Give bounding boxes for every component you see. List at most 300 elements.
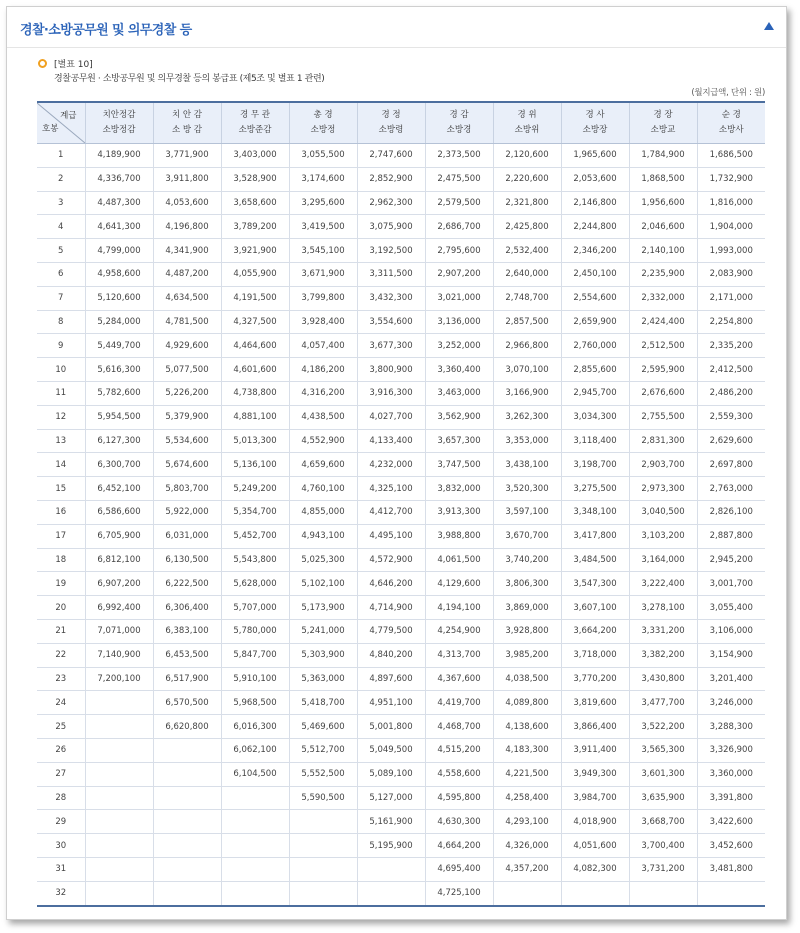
- salary-cell: 4,232,000: [357, 453, 425, 477]
- collapse-toggle-icon[interactable]: [764, 22, 774, 30]
- step-cell: 27: [37, 762, 85, 786]
- salary-cell: 3,438,100: [493, 453, 561, 477]
- salary-cell: 2,412,500: [697, 358, 765, 382]
- table-row: [37, 144, 765, 168]
- salary-cell: 5,284,000: [85, 310, 153, 334]
- salary-cell: 2,595,900: [629, 358, 697, 382]
- salary-cell: 3,547,300: [561, 572, 629, 596]
- fire-rank-label: 소방령: [378, 125, 404, 135]
- salary-cell: 5,543,800: [221, 548, 289, 572]
- salary-cell: 3,360,000: [697, 762, 765, 786]
- step-cell: 12: [37, 405, 85, 429]
- salary-cell: 4,840,200: [357, 643, 425, 667]
- salary-cell: 4,558,600: [425, 762, 493, 786]
- salary-cell: 3,417,800: [561, 524, 629, 548]
- salary-cell: 2,755,500: [629, 405, 697, 429]
- salary-cell: 4,695,400: [425, 857, 493, 881]
- corner-header: [37, 102, 85, 144]
- salary-cell: 5,379,900: [153, 405, 221, 429]
- salary-cell: 2,579,500: [425, 191, 493, 215]
- salary-cell: 3,252,000: [425, 334, 493, 358]
- salary-cell: 7,071,000: [85, 619, 153, 643]
- salary-cell: 3,913,300: [425, 500, 493, 524]
- salary-cell: 2,321,800: [493, 191, 561, 215]
- table-row: [37, 500, 765, 524]
- salary-cell: 6,992,400: [85, 596, 153, 620]
- salary-cell: 3,771,900: [153, 144, 221, 168]
- salary-cell: 4,189,900: [85, 144, 153, 168]
- salary-cell: 3,988,800: [425, 524, 493, 548]
- salary-cell: 4,781,500: [153, 310, 221, 334]
- salary-cell: [85, 691, 153, 715]
- salary-cell: [357, 857, 425, 881]
- salary-cell: [221, 857, 289, 881]
- table-row: [37, 691, 765, 715]
- salary-cell: 2,855,600: [561, 358, 629, 382]
- fire-rank-label: 소방준감: [238, 125, 272, 135]
- salary-cell: 5,910,100: [221, 667, 289, 691]
- salary-cell: 3,789,200: [221, 215, 289, 239]
- salary-cell: 3,106,000: [697, 619, 765, 643]
- salary-cell: 3,360,400: [425, 358, 493, 382]
- salary-cell: 5,363,000: [289, 667, 357, 691]
- salary-cell: 1,993,000: [697, 239, 765, 263]
- salary-cell: 4,929,600: [153, 334, 221, 358]
- salary-cell: 1,816,000: [697, 191, 765, 215]
- step-cell: 1: [37, 144, 85, 168]
- salary-cell: 4,881,100: [221, 405, 289, 429]
- salary-cell: 6,453,500: [153, 643, 221, 667]
- step-cell: 30: [37, 834, 85, 858]
- section-title: 경찰·소방공무원 및 의무경찰 등: [20, 23, 192, 38]
- salary-cell: 5,674,600: [153, 453, 221, 477]
- salary-cell: [85, 715, 153, 739]
- police-rank-label: 경 위: [517, 110, 537, 120]
- table-row: [37, 215, 765, 239]
- table-row: [37, 834, 765, 858]
- step-cell: 29: [37, 810, 85, 834]
- salary-cell: 2,973,300: [629, 477, 697, 501]
- step-cell: 18: [37, 548, 85, 572]
- salary-cell: [493, 881, 561, 905]
- salary-cell: 3,565,300: [629, 738, 697, 762]
- salary-cell: 2,220,600: [493, 167, 561, 191]
- step-cell: 28: [37, 786, 85, 810]
- salary-cell: 5,249,200: [221, 477, 289, 501]
- fire-rank-label: 소 방 감: [171, 125, 203, 135]
- police-rank-label: 치안정감: [102, 110, 136, 120]
- salary-cell: 4,196,800: [153, 215, 221, 239]
- salary-cell: 2,659,900: [561, 310, 629, 334]
- salary-cell: 4,487,300: [85, 191, 153, 215]
- salary-cell: 3,164,000: [629, 548, 697, 572]
- fire-rank-label: 소방장: [582, 125, 608, 135]
- salary-cell: 5,782,600: [85, 381, 153, 405]
- salary-cell: 3,481,800: [697, 857, 765, 881]
- salary-table: [37, 101, 765, 907]
- salary-cell: 3,869,000: [493, 596, 561, 620]
- salary-cell: 5,089,100: [357, 762, 425, 786]
- content-area: [37, 57, 765, 907]
- salary-cell: 2,244,800: [561, 215, 629, 239]
- salary-cell: 5,418,700: [289, 691, 357, 715]
- salary-cell: 5,013,300: [221, 429, 289, 453]
- column-header: [153, 102, 221, 144]
- salary-cell: 3,677,300: [357, 334, 425, 358]
- column-header: [85, 102, 153, 144]
- salary-cell: 2,697,800: [697, 453, 765, 477]
- table-row: [37, 857, 765, 881]
- salary-cell: 3,911,400: [561, 738, 629, 762]
- table-subtitle: 경찰공무원 · 소방공무원 및 의무경찰 등의 봉급표 (제5조 및 별표 1 관련): [54, 74, 325, 84]
- salary-cell: 5,077,500: [153, 358, 221, 382]
- salary-cell: 2,475,500: [425, 167, 493, 191]
- step-cell: 31: [37, 857, 85, 881]
- table-row: [37, 572, 765, 596]
- column-header: [561, 102, 629, 144]
- salary-cell: 2,852,900: [357, 167, 425, 191]
- table-body: [37, 144, 765, 906]
- salary-cell: 2,747,600: [357, 144, 425, 168]
- salary-cell: 2,887,800: [697, 524, 765, 548]
- salary-cell: 3,391,800: [697, 786, 765, 810]
- salary-cell: 4,634,500: [153, 286, 221, 310]
- salary-cell: [85, 810, 153, 834]
- salary-cell: 5,001,800: [357, 715, 425, 739]
- salary-cell: [153, 762, 221, 786]
- salary-cell: 2,795,600: [425, 239, 493, 263]
- salary-cell: [289, 810, 357, 834]
- table-row: [37, 358, 765, 382]
- salary-cell: 6,620,800: [153, 715, 221, 739]
- section-header[interactable]: [7, 7, 786, 48]
- salary-cell: 2,512,500: [629, 334, 697, 358]
- salary-cell: 3,832,000: [425, 477, 493, 501]
- salary-cell: 1,868,500: [629, 167, 697, 191]
- step-cell: 3: [37, 191, 85, 215]
- salary-cell: 5,173,900: [289, 596, 357, 620]
- salary-cell: 5,922,000: [153, 500, 221, 524]
- salary-cell: 2,332,000: [629, 286, 697, 310]
- salary-cell: 3,520,300: [493, 477, 561, 501]
- salary-cell: 4,487,200: [153, 262, 221, 286]
- salary-cell: 1,956,600: [629, 191, 697, 215]
- salary-cell: 4,138,600: [493, 715, 561, 739]
- salary-cell: 3,070,100: [493, 358, 561, 382]
- salary-cell: 1,965,600: [561, 144, 629, 168]
- salary-cell: 4,464,600: [221, 334, 289, 358]
- salary-cell: 3,166,900: [493, 381, 561, 405]
- step-cell: 24: [37, 691, 85, 715]
- salary-cell: 3,928,400: [289, 310, 357, 334]
- step-cell: 25: [37, 715, 85, 739]
- salary-cell: 2,945,200: [697, 548, 765, 572]
- salary-cell: 2,425,800: [493, 215, 561, 239]
- salary-cell: 2,450,100: [561, 262, 629, 286]
- salary-cell: 4,855,000: [289, 500, 357, 524]
- salary-cell: 3,021,000: [425, 286, 493, 310]
- salary-cell: 4,327,500: [221, 310, 289, 334]
- police-rank-label: 경 장: [653, 110, 673, 120]
- salary-cell: 3,222,400: [629, 572, 697, 596]
- salary-cell: 4,129,600: [425, 572, 493, 596]
- fire-rank-label: 소방정감: [102, 125, 136, 135]
- salary-cell: 5,120,600: [85, 286, 153, 310]
- salary-cell: 3,635,900: [629, 786, 697, 810]
- salary-cell: 3,916,300: [357, 381, 425, 405]
- police-rank-label: 경 사: [585, 110, 605, 120]
- salary-cell: 7,140,900: [85, 643, 153, 667]
- salary-cell: 3,288,300: [697, 715, 765, 739]
- salary-cell: 2,254,800: [697, 310, 765, 334]
- salary-cell: 3,985,200: [493, 643, 561, 667]
- salary-cell: 5,195,900: [357, 834, 425, 858]
- salary-cell: 2,857,500: [493, 310, 561, 334]
- salary-cell: 2,146,800: [561, 191, 629, 215]
- police-rank-label: 경 정: [381, 110, 401, 120]
- salary-cell: 4,325,100: [357, 477, 425, 501]
- salary-cell: 4,641,300: [85, 215, 153, 239]
- table-row: [37, 881, 765, 905]
- caption-row: [37, 57, 765, 71]
- salary-cell: 4,313,700: [425, 643, 493, 667]
- salary-cell: 3,275,500: [561, 477, 629, 501]
- salary-cell: 3,103,200: [629, 524, 697, 548]
- salary-cell: 5,241,000: [289, 619, 357, 643]
- salary-cell: 3,658,600: [221, 191, 289, 215]
- salary-cell: 3,201,400: [697, 667, 765, 691]
- salary-cell: 4,254,900: [425, 619, 493, 643]
- salary-cell: 2,171,000: [697, 286, 765, 310]
- salary-cell: [153, 810, 221, 834]
- salary-cell: 4,341,900: [153, 239, 221, 263]
- salary-cell: 4,552,900: [289, 429, 357, 453]
- salary-cell: 4,595,800: [425, 786, 493, 810]
- salary-cell: 3,554,600: [357, 310, 425, 334]
- salary-cell: 5,616,300: [85, 358, 153, 382]
- appendix-label: [별표 10]: [54, 60, 93, 70]
- salary-cell: [289, 834, 357, 858]
- step-cell: 6: [37, 262, 85, 286]
- salary-cell: 5,127,000: [357, 786, 425, 810]
- column-header: [357, 102, 425, 144]
- salary-cell: 4,958,600: [85, 262, 153, 286]
- salary-cell: 3,484,500: [561, 548, 629, 572]
- salary-cell: 3,295,600: [289, 191, 357, 215]
- salary-cell: [85, 762, 153, 786]
- step-cell: 4: [37, 215, 85, 239]
- salary-cell: 5,303,900: [289, 643, 357, 667]
- salary-cell: 3,731,200: [629, 857, 697, 881]
- salary-cell: 3,671,900: [289, 262, 357, 286]
- column-header: [697, 102, 765, 144]
- column-header: [425, 102, 493, 144]
- salary-cell: 3,601,300: [629, 762, 697, 786]
- salary-cell: 2,686,700: [425, 215, 493, 239]
- salary-cell: 2,346,200: [561, 239, 629, 263]
- table-row: [37, 381, 765, 405]
- salary-cell: 3,034,300: [561, 405, 629, 429]
- salary-cell: 3,040,500: [629, 500, 697, 524]
- salary-cell: 3,198,700: [561, 453, 629, 477]
- salary-cell: 2,945,700: [561, 381, 629, 405]
- salary-cell: 2,748,700: [493, 286, 561, 310]
- salary-cell: 5,161,900: [357, 810, 425, 834]
- salary-cell: 3,262,300: [493, 405, 561, 429]
- salary-cell: 3,353,000: [493, 429, 561, 453]
- step-cell: 19: [37, 572, 85, 596]
- step-cell: 7: [37, 286, 85, 310]
- step-cell: 32: [37, 881, 85, 905]
- salary-cell: 4,018,900: [561, 810, 629, 834]
- salary-cell: 6,570,500: [153, 691, 221, 715]
- police-rank-label: 총 경: [313, 110, 333, 120]
- salary-cell: 2,335,200: [697, 334, 765, 358]
- salary-cell: 3,800,900: [357, 358, 425, 382]
- salary-cell: 5,226,200: [153, 381, 221, 405]
- salary-cell: [153, 881, 221, 905]
- salary-cell: 4,051,600: [561, 834, 629, 858]
- salary-cell: 5,954,500: [85, 405, 153, 429]
- salary-cell: 3,740,200: [493, 548, 561, 572]
- salary-cell: 4,951,100: [357, 691, 425, 715]
- salary-cell: 2,763,000: [697, 477, 765, 501]
- salary-cell: 2,486,200: [697, 381, 765, 405]
- salary-cell: 3,419,500: [289, 215, 357, 239]
- salary-cell: 1,784,900: [629, 144, 697, 168]
- salary-cell: [153, 857, 221, 881]
- salary-cell: 4,061,500: [425, 548, 493, 572]
- salary-cell: 6,586,600: [85, 500, 153, 524]
- salary-cell: 4,738,800: [221, 381, 289, 405]
- salary-cell: 5,049,500: [357, 738, 425, 762]
- salary-cell: 3,452,600: [697, 834, 765, 858]
- salary-cell: 4,183,300: [493, 738, 561, 762]
- salary-cell: 5,354,700: [221, 500, 289, 524]
- bullet-icon: [38, 59, 47, 68]
- table-row: [37, 167, 765, 191]
- salary-cell: [85, 857, 153, 881]
- step-cell: 9: [37, 334, 85, 358]
- salary-cell: 1,904,000: [697, 215, 765, 239]
- salary-cell: 4,664,200: [425, 834, 493, 858]
- salary-cell: [153, 738, 221, 762]
- salary-cell: 4,221,500: [493, 762, 561, 786]
- salary-cell: 7,200,100: [85, 667, 153, 691]
- salary-cell: 4,186,200: [289, 358, 357, 382]
- salary-cell: [357, 881, 425, 905]
- police-rank-label: 경 무 관: [239, 110, 271, 120]
- salary-cell: 1,686,500: [697, 144, 765, 168]
- salary-cell: [629, 881, 697, 905]
- salary-cell: [289, 881, 357, 905]
- table-row: [37, 762, 765, 786]
- salary-cell: 3,001,700: [697, 572, 765, 596]
- salary-cell: 3,311,500: [357, 262, 425, 286]
- salary-cell: 3,597,100: [493, 500, 561, 524]
- salary-cell: 4,038,500: [493, 667, 561, 691]
- salary-cell: [221, 810, 289, 834]
- step-cell: 22: [37, 643, 85, 667]
- salary-cell: 2,831,300: [629, 429, 697, 453]
- salary-cell: 3,403,000: [221, 144, 289, 168]
- table-row: [37, 786, 765, 810]
- salary-cell: 2,629,600: [697, 429, 765, 453]
- salary-cell: 3,422,600: [697, 810, 765, 834]
- step-cell: 11: [37, 381, 85, 405]
- salary-cell: 2,424,400: [629, 310, 697, 334]
- salary-cell: 3,928,800: [493, 619, 561, 643]
- salary-cell: [85, 738, 153, 762]
- salary-cell: 5,707,000: [221, 596, 289, 620]
- salary-cell: 3,326,900: [697, 738, 765, 762]
- salary-cell: 3,174,600: [289, 167, 357, 191]
- salary-cell: 6,127,300: [85, 429, 153, 453]
- salary-cell: 2,120,600: [493, 144, 561, 168]
- salary-cell: 6,383,100: [153, 619, 221, 643]
- salary-cell: 3,668,700: [629, 810, 697, 834]
- fire-rank-label: 소방사: [718, 125, 744, 135]
- salary-cell: 4,293,100: [493, 810, 561, 834]
- step-cell: 13: [37, 429, 85, 453]
- salary-cell: 3,718,000: [561, 643, 629, 667]
- salary-cell: 4,053,600: [153, 191, 221, 215]
- salary-cell: 6,016,300: [221, 715, 289, 739]
- salary-cell: 2,373,500: [425, 144, 493, 168]
- salary-cell: 5,469,600: [289, 715, 357, 739]
- salary-cell: 2,907,200: [425, 262, 493, 286]
- step-cell: 15: [37, 477, 85, 501]
- step-cell: 21: [37, 619, 85, 643]
- salary-cell: 6,222,500: [153, 572, 221, 596]
- salary-cell: 4,191,500: [221, 286, 289, 310]
- column-header: [629, 102, 697, 144]
- salary-cell: 5,136,100: [221, 453, 289, 477]
- salary-cell: 3,348,100: [561, 500, 629, 524]
- salary-cell: 3,921,900: [221, 239, 289, 263]
- salary-cell: 3,055,500: [289, 144, 357, 168]
- salary-cell: 2,760,000: [561, 334, 629, 358]
- salary-cell: 3,670,700: [493, 524, 561, 548]
- salary-cell: 4,357,200: [493, 857, 561, 881]
- salary-cell: 3,545,100: [289, 239, 357, 263]
- column-header: [493, 102, 561, 144]
- table-row: [37, 524, 765, 548]
- salary-cell: 3,911,800: [153, 167, 221, 191]
- page-frame: [6, 6, 787, 920]
- fire-rank-label: 소방교: [650, 125, 676, 135]
- salary-cell: 5,968,500: [221, 691, 289, 715]
- salary-cell: 4,419,700: [425, 691, 493, 715]
- salary-cell: 5,449,700: [85, 334, 153, 358]
- salary-cell: 3,770,200: [561, 667, 629, 691]
- salary-cell: [561, 881, 629, 905]
- salary-cell: 3,657,300: [425, 429, 493, 453]
- salary-cell: 4,194,100: [425, 596, 493, 620]
- salary-cell: 4,089,800: [493, 691, 561, 715]
- salary-cell: 2,053,600: [561, 167, 629, 191]
- step-cell: 26: [37, 738, 85, 762]
- salary-cell: 4,725,100: [425, 881, 493, 905]
- table-row: [37, 286, 765, 310]
- corner-bottom-label: 호봉: [42, 124, 59, 134]
- salary-cell: 3,664,200: [561, 619, 629, 643]
- salary-cell: 4,943,100: [289, 524, 357, 548]
- table-row: [37, 239, 765, 263]
- salary-cell: 3,819,600: [561, 691, 629, 715]
- salary-cell: 4,133,400: [357, 429, 425, 453]
- salary-cell: 6,031,000: [153, 524, 221, 548]
